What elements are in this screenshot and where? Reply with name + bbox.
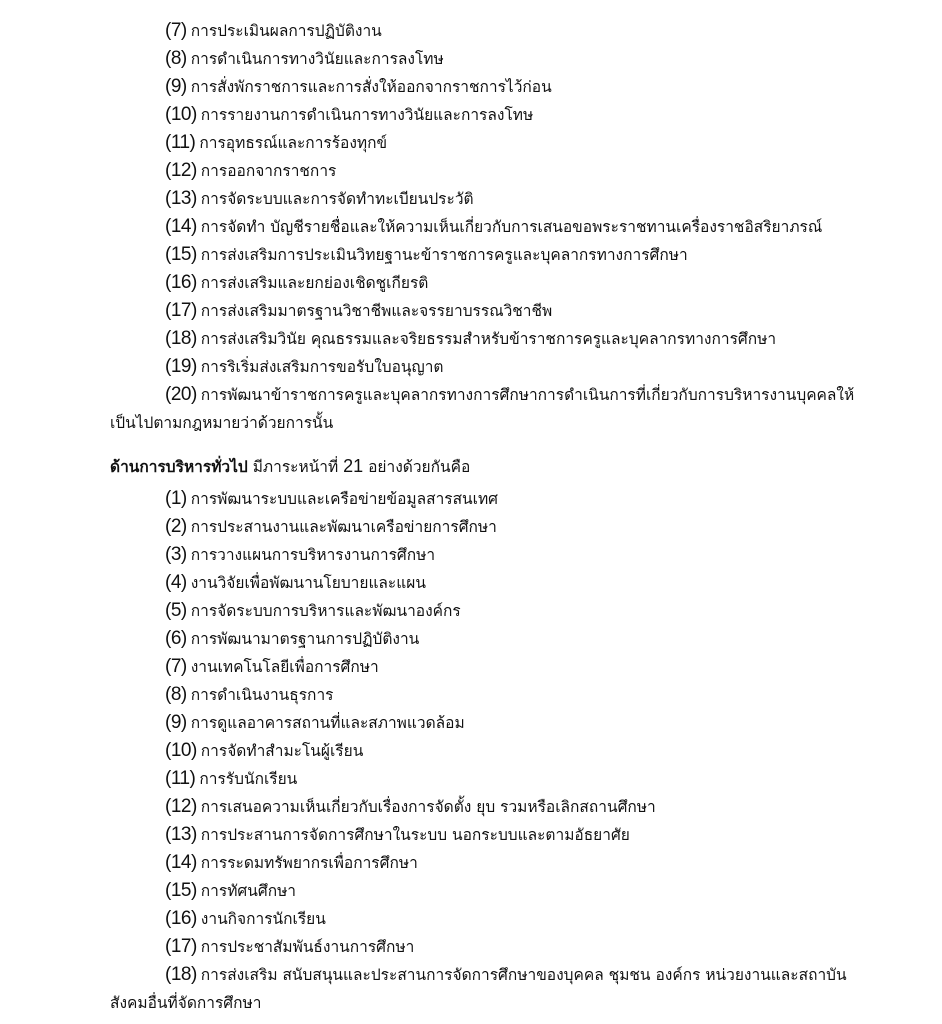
item-text: การดำเนินงานธุรการ — [190, 686, 334, 704]
list-item — [165, 765, 845, 793]
item-text: การประสานงานและพัฒนาเครือข่ายการศึกษา — [190, 518, 497, 536]
item-number: (4) — [165, 572, 187, 593]
list-item — [165, 597, 845, 625]
item-text: การออกจากราชการ — [200, 162, 337, 180]
item-text: การส่งเสริมวินัย คุณธรรมและจริยธรรมสำหรับข้าราชการครูและบุคลากรทางการศึกษา — [200, 330, 777, 348]
item-number: (6) — [165, 628, 187, 649]
item-number: (15) — [165, 880, 197, 901]
list-item — [165, 933, 845, 961]
item-number: (17) — [165, 300, 197, 321]
item-text: การอุทธรณ์และการร้องทุกข์ — [199, 134, 388, 152]
list-item — [165, 241, 845, 269]
item-number: (8) — [165, 684, 187, 705]
item-text: การดูแลอาคารสถานที่และสภาพแวดล้อม — [190, 714, 465, 732]
list-item — [165, 17, 845, 45]
list-item — [165, 73, 845, 101]
item-text: การระดมทรัพยากรเพื่อการศึกษา — [200, 854, 418, 872]
item-number: (11) — [165, 768, 196, 789]
list-item — [165, 381, 855, 409]
item-text: การสั่งพักราชการและการสั่งให้ออกจากราชการไว้ก่อน — [190, 78, 552, 96]
list-item — [165, 325, 845, 353]
list-item — [165, 821, 845, 849]
item-number: (20) — [165, 384, 197, 405]
item-text: การประสานการจัดการศึกษาในระบบ นอกระบบและตามอัธยาศัย — [200, 826, 630, 844]
item-text: การพัฒนาระบบและเครือข่ายข้อมูลสารสนเทศ — [190, 490, 499, 508]
list-item — [165, 185, 845, 213]
item-text: การรับนักเรียน — [199, 770, 298, 788]
section-heading-text-before: มีภาระหน้าที่ — [252, 458, 339, 476]
item-number: (7) — [165, 656, 187, 677]
item-number: (14) — [165, 852, 197, 873]
list-item — [165, 961, 845, 989]
list-item — [165, 737, 845, 765]
item-number: (16) — [165, 908, 197, 929]
list-item — [165, 849, 845, 877]
item-text: การประชาสัมพันธ์งานการศึกษา — [200, 938, 415, 956]
item-number: (13) — [165, 188, 197, 209]
list-item — [165, 213, 845, 241]
item-number: (10) — [165, 104, 197, 125]
section-heading-count: 21 — [343, 456, 364, 476]
list-item — [165, 569, 845, 597]
item-text: การรายงานการดำเนินการทางวินัยและการลงโทษ — [200, 106, 534, 124]
item-number: (18) — [165, 328, 197, 349]
item-number: (16) — [165, 272, 197, 293]
list-item — [165, 353, 845, 381]
list-item — [165, 793, 845, 821]
list-item-continuation: สังคมอื่นที่จัดการศึกษา — [110, 994, 262, 1012]
item-number: (1) — [165, 488, 187, 509]
item-text: การจัดระบบการบริหารและพัฒนาองค์กร — [190, 602, 461, 620]
item-text: การพัฒนาข้าราชการครูและบุคลากรทางการศึกษาการดำเนินการที่เกี่ยวกับการบริหารงานบุคคลให้ — [200, 386, 855, 404]
item-text: การส่งเสริมการประเมินวิทยฐานะข้าราชการครูและบุคลากรทางการศึกษา — [200, 246, 688, 264]
item-text: การส่งเสริมมาตรฐานวิชาชีพและจรรยาบรรณวิชาชีพ — [200, 302, 553, 320]
item-number: (12) — [165, 796, 197, 817]
item-text: การพัฒนามาตรฐานการปฏิบัติงาน — [190, 630, 420, 648]
list-item — [165, 709, 845, 737]
item-text: การส่งเสริม สนับสนุนและประสานการจัดการศึกษาของบุคคล ชุมชน องค์กร หน่วยงานและสถาบัน — [200, 966, 847, 984]
item-text: การประเมินผลการปฏิบัติงาน — [190, 22, 382, 40]
item-number: (11) — [165, 132, 196, 153]
item-text: การทัศนศึกษา — [200, 882, 297, 900]
item-text: งานเทคโนโลยีเพื่อการศึกษา — [190, 658, 379, 676]
item-number: (18) — [165, 964, 197, 985]
item-text: การริเริ่มส่งเสริมการขอรับใบอนุญาต — [200, 358, 444, 376]
item-text: การจัดทำสำมะโนผู้เรียน — [200, 742, 364, 760]
item-number: (9) — [165, 712, 187, 733]
item-number: (19) — [165, 356, 197, 377]
item-number: (9) — [165, 76, 187, 97]
item-text: งานกิจการนักเรียน — [200, 910, 326, 928]
list-item — [165, 905, 845, 933]
item-number: (13) — [165, 824, 197, 845]
list-item — [165, 877, 845, 905]
list-item — [165, 653, 845, 681]
item-text: การดำเนินการทางวินัยและการลงโทษ — [190, 50, 444, 68]
list-item — [165, 157, 845, 185]
item-number: (15) — [165, 244, 197, 265]
item-text: การวางแผนการบริหารงานการศึกษา — [190, 546, 436, 564]
list-item — [165, 513, 845, 541]
item-number: (3) — [165, 544, 187, 565]
item-number: (8) — [165, 48, 187, 69]
section-heading-title: ด้านการบริหารทั่วไป — [110, 458, 248, 476]
list-item — [165, 129, 845, 157]
list-item — [165, 485, 845, 513]
list-item — [165, 541, 845, 569]
item-text: การส่งเสริมและยกย่องเชิดชูเกียรติ — [200, 274, 429, 292]
item-number: (5) — [165, 600, 187, 621]
item-number: (7) — [165, 20, 187, 41]
list-item — [165, 45, 845, 73]
section-heading-text-after: อย่างด้วยกันคือ — [368, 458, 471, 476]
item-text: การจัดระบบและการจัดทำทะเบียนประวัติ — [200, 190, 474, 208]
item-number: (14) — [165, 216, 197, 237]
item-number: (17) — [165, 936, 197, 957]
item-text: งานวิจัยเพื่อพัฒนานโยบายและแผน — [190, 574, 426, 592]
section-heading — [110, 452, 470, 481]
list-item — [165, 297, 845, 325]
item-number: (2) — [165, 516, 187, 537]
list-item — [165, 681, 845, 709]
list-item — [165, 101, 845, 129]
list-item — [165, 269, 845, 297]
list-item — [165, 625, 845, 653]
list-item-continuation: เป็นไปตามกฎหมายว่าด้วยการนั้น — [110, 414, 334, 432]
item-number: (12) — [165, 160, 197, 181]
item-number: (10) — [165, 740, 197, 761]
item-text: การจัดทำ บัญชีรายชื่อและให้ความเห็นเกี่ยวกับการเสนอขอพระราชทานเครื่องราชอิสริยาภรณ์ — [200, 218, 823, 236]
item-text: การเสนอความเห็นเกี่ยวกับเรื่องการจัดตั้ง ยุบ รวมหรือเลิกสถานศึกษา — [200, 798, 656, 816]
